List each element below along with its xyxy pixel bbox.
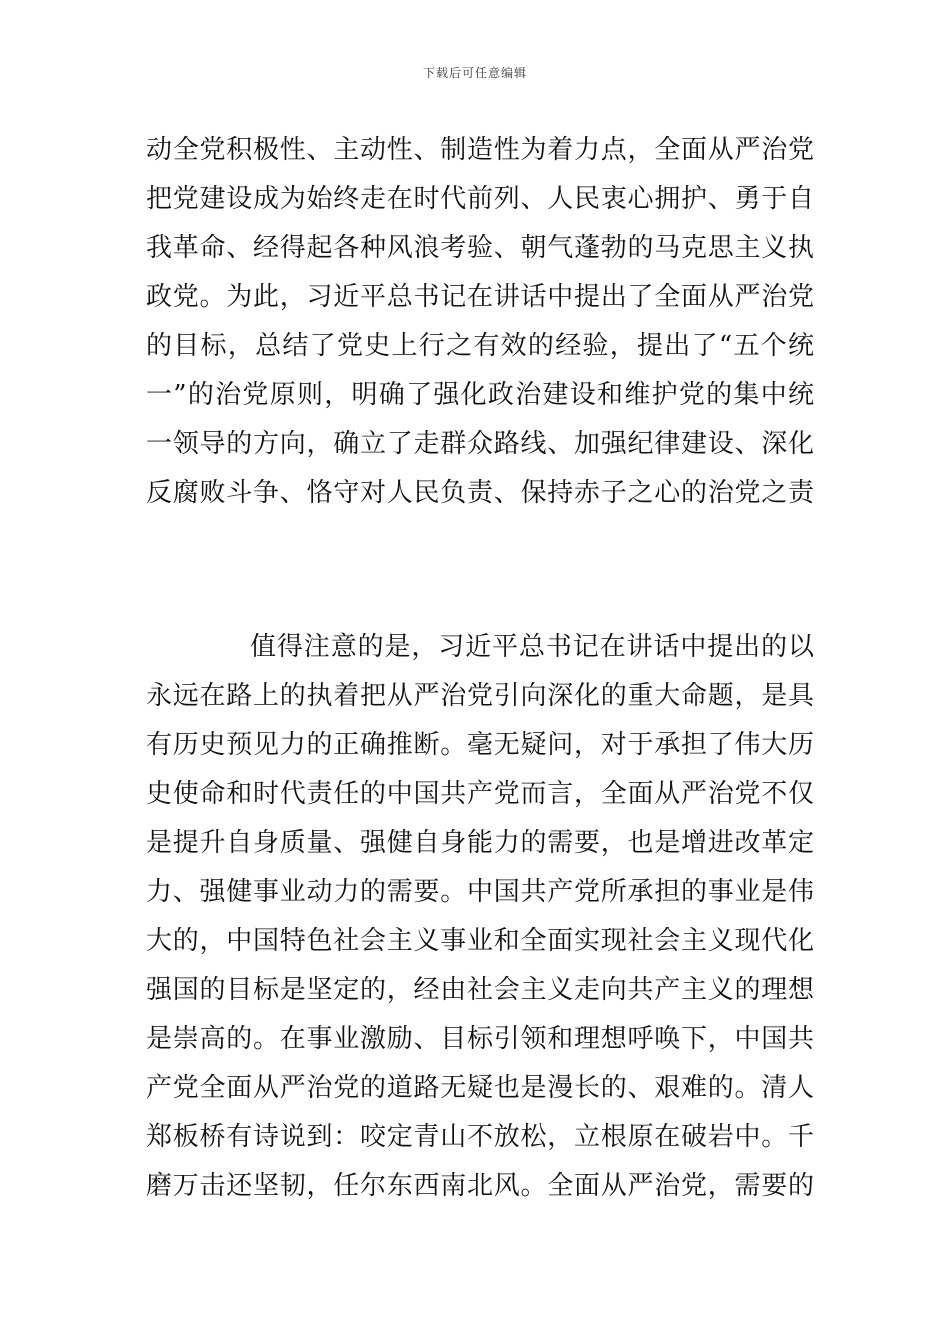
paragraph-line: 把党建设成为始终走在时代前列、人民衷心拥护、勇于自 <box>146 184 814 214</box>
paragraph-2 <box>146 623 814 1211</box>
paragraph-line: 一领导的方向，确立了走群众路线、加强纪律建设、深化 <box>146 429 814 459</box>
page-header-note: 下载后可任意编辑 <box>422 66 527 80</box>
paragraph-line: 是提升自身质量、强健自身能力的需要，也是增进改革定 <box>146 828 814 858</box>
paragraph-line: 力、强健事业动力的需要。中国共产党所承担的事业是伟 <box>146 877 814 907</box>
paragraph-line: 磨万击还坚韧，任尔东西南北风。全面从严治党，需要的 <box>146 1171 814 1201</box>
paragraph-line: 大的，中国特色社会主义事业和全面实现社会主义现代化 <box>146 926 814 956</box>
paragraph-line: 反腐败斗争、恪守对人民负责、保持赤子之心的治党之责 <box>146 478 814 508</box>
paragraph-1 <box>146 126 814 518</box>
paragraph-line: 有历史预见力的正确推断。毫无疑问，对于承担了伟大历 <box>146 730 814 760</box>
paragraph-line: 的目标，总结了党史上行之有效的经验，提出了“五个统 <box>146 331 814 361</box>
paragraph-line: 强国的目标是坚定的，经由社会主义走向共产主义的理想 <box>146 975 814 1005</box>
paragraph-line: 一”的治党原则，明确了强化政治建设和维护党的集中统 <box>146 380 814 410</box>
paragraph-line: 政党。为此，习近平总书记在讲话中提出了全面从严治党 <box>146 282 814 312</box>
paragraph-line: 郑板桥有诗说到：咬定青山不放松，立根原在破岩中。千 <box>146 1122 814 1152</box>
paragraph-first-line: 值得注意的是，习近平总书记在讲话中提出的以 <box>250 632 814 662</box>
paragraph-line: 永远在路上的执着把从严治党引向深化的重大命题，是具 <box>146 681 814 711</box>
paragraph-line: 是崇高的。在事业激励、目标引领和理想呼唤下，中国共 <box>146 1024 814 1054</box>
paragraph-line: 产党全面从严治党的道路无疑也是漫长的、艰难的。清人 <box>146 1073 814 1103</box>
paragraph-line: 我革命、经得起各种风浪考验、朝气蓬勃的马克思主义执 <box>146 233 814 263</box>
paragraph-line: 史使命和时代责任的中国共产党而言，全面从严治党不仅 <box>146 779 814 809</box>
paragraph-line: 动全党积极性、主动性、制造性为着力点，全面从严治党 <box>146 135 814 165</box>
